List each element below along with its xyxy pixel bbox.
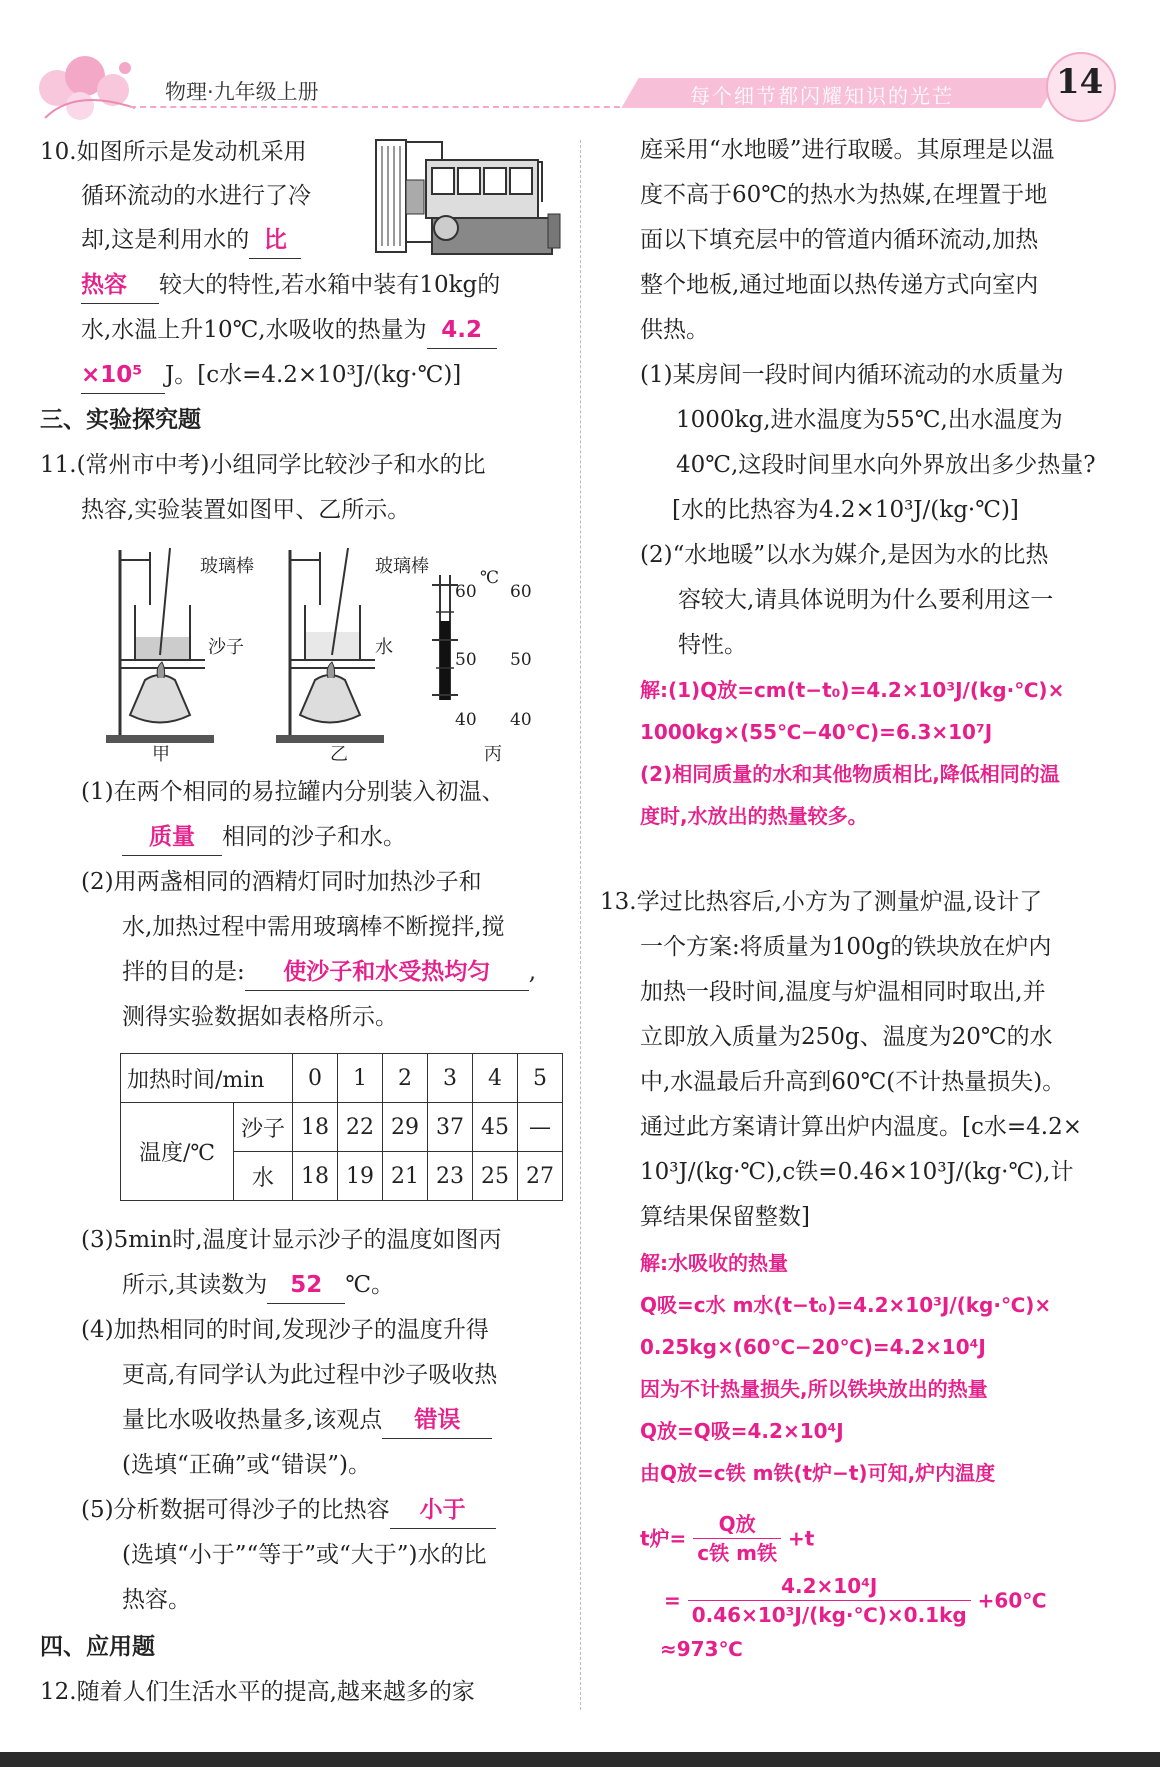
q10-line-4 bbox=[81, 263, 500, 308]
formula-fraction-2 bbox=[688, 1572, 971, 1629]
q11-p2-answer: 使沙子和水受热均匀 bbox=[245, 954, 529, 991]
table-header-time: 加热时间/min bbox=[121, 1054, 293, 1103]
table-row-time bbox=[121, 1054, 563, 1103]
formula-numerator-1: Q放 bbox=[693, 1510, 781, 1539]
table-cell: 45 bbox=[473, 1103, 518, 1152]
q12-line-11: (2)“水地暖”以水为媒介,是因为水的比热 bbox=[640, 542, 1049, 568]
q13-line-8: 算结果保留整数] bbox=[640, 1204, 810, 1230]
q11-p3-answer: 52 bbox=[267, 1267, 345, 1304]
q13-solution-5: Q放=Q吸=4.2×10⁴J bbox=[640, 1419, 844, 1443]
q13-line-1: 13.学过比热容后,小方为了测量炉温,设计了 bbox=[600, 889, 1043, 915]
q12-line-13: 特性。 bbox=[678, 632, 747, 658]
table-cell: 19 bbox=[338, 1152, 383, 1201]
thermo-tick-40-left: 40 bbox=[455, 710, 477, 730]
q10-text-4: 较大的特性,若水箱中装有10kg的 bbox=[159, 272, 501, 298]
formula-tail-1: +t bbox=[787, 1526, 815, 1551]
q11-p2-line-1: (2)用两盏相同的酒精灯同时加热沙子和 bbox=[81, 869, 482, 895]
q11-p4-line-2: 更高,有同学认为此过程中沙子吸收热 bbox=[122, 1362, 498, 1388]
table-cell: 2 bbox=[383, 1054, 428, 1103]
table-cell: 1 bbox=[338, 1054, 383, 1103]
q11-p2-text-3: 拌的目的是: bbox=[122, 959, 245, 985]
fig-caption-jia: 甲 bbox=[152, 744, 170, 765]
q11-p3-line-1: (3)5min时,温度计显示沙子的温度如图丙 bbox=[81, 1227, 502, 1253]
table-cell: 25 bbox=[473, 1152, 518, 1201]
table-cell: 18 bbox=[293, 1103, 338, 1152]
header bbox=[0, 40, 1160, 130]
q13-result: ≈973℃ bbox=[660, 1637, 743, 1661]
q12-line-7: (1)某房间一段时间内循环流动的水质量为 bbox=[640, 362, 1064, 388]
q12-solution-1: 解:(1)Q放=cm(t−t₀)=4.2×10³J/(kg·℃)× bbox=[640, 678, 1065, 702]
header-dash-line bbox=[130, 106, 630, 108]
q11-p4-answer: 错误 bbox=[382, 1402, 492, 1439]
q11-p4-line-4: (选填“正确”或“错误”)。 bbox=[122, 1452, 371, 1478]
q12-line-6: 供热。 bbox=[640, 317, 709, 343]
q11-p1-line-1: (1)在两个相同的易拉罐内分别装入初温、 bbox=[81, 779, 505, 805]
q11-stem-2: 热容,实验装置如图甲、乙所示。 bbox=[81, 497, 411, 523]
q13-line-5: 中,水温最后升高到60℃(不计热量损失)。 bbox=[640, 1069, 1066, 1095]
q11-p3-unit: ℃。 bbox=[345, 1272, 395, 1298]
bottom-band bbox=[0, 1752, 1160, 1767]
table-cell: 5 bbox=[518, 1054, 563, 1103]
fig-label-celsius: ℃ bbox=[480, 568, 500, 588]
q13-formula-2 bbox=[664, 1572, 1046, 1629]
q13-line-6: 通过此方案请计算出炉内温度。[c水=4.2× bbox=[640, 1114, 1082, 1140]
q10-answer-2a: 4.2 bbox=[427, 312, 497, 349]
fig-label-rod-1: 玻璃棒 bbox=[200, 556, 254, 577]
formula-equals: = bbox=[664, 1588, 681, 1613]
table-cell: 4 bbox=[473, 1054, 518, 1103]
q11-p5-text: (5)分析数据可得沙子的比热容 bbox=[81, 1497, 390, 1523]
fig-label-sand: 沙子 bbox=[208, 637, 244, 658]
q11-p3-line-2 bbox=[122, 1263, 394, 1308]
q10-line-3 bbox=[81, 218, 301, 263]
q10-answer-1b: 热容 bbox=[81, 267, 159, 304]
table-cell: 18 bbox=[293, 1152, 338, 1201]
q13-line-2: 一个方案:将质量为100g的铁块放在炉内 bbox=[640, 934, 1052, 960]
q13-line-4: 立即放入质量为250g、温度为20℃的水 bbox=[640, 1024, 1053, 1050]
q10-text-5: 水,水温上升10℃,水吸收的热量为 bbox=[81, 317, 427, 343]
table-cell: 22 bbox=[338, 1103, 383, 1152]
column-divider bbox=[580, 140, 581, 1710]
q10-text-3: 却,这是利用水的 bbox=[81, 227, 250, 253]
q12-line-8: 1000kg,进水温度为55℃,出水温度为 bbox=[676, 407, 1063, 433]
q11-p3-text: 所示,其读数为 bbox=[122, 1272, 268, 1298]
apparatus-jia bbox=[106, 548, 214, 743]
q11-p4-line-1: (4)加热相同的时间,发现沙子的温度升得 bbox=[81, 1317, 489, 1343]
data-table bbox=[120, 1053, 563, 1201]
q10-line-5 bbox=[81, 308, 497, 353]
q11-p1-text: 相同的沙子和水。 bbox=[222, 824, 406, 850]
q13-solution-4: 因为不计热量损失,所以铁块放出的热量 bbox=[640, 1377, 988, 1401]
formula-numerator-2: 4.2×10⁴J bbox=[688, 1572, 971, 1601]
q10-line-2: 循环流动的水进行了冷 bbox=[81, 183, 311, 209]
q11-p2-line-3 bbox=[122, 950, 536, 995]
table-cell: 0 bbox=[293, 1054, 338, 1103]
q11-p2-line-4: 测得实验数据如表格所示。 bbox=[122, 1004, 398, 1030]
formula-tail-2: +60℃ bbox=[977, 1588, 1047, 1613]
q11-p4-line-3 bbox=[122, 1398, 492, 1443]
table-cell: 3 bbox=[428, 1054, 473, 1103]
q11-p5-line-1 bbox=[81, 1488, 496, 1533]
q11-p2-line-2: 水,加热过程中需用玻璃棒不断搅拌,搅 bbox=[122, 914, 505, 940]
q12-solution-3: (2)相同质量的水和其他物质相比,降低相同的温 bbox=[640, 762, 1060, 786]
table-cell: — bbox=[518, 1103, 563, 1152]
q12-line-2: 庭采用“水地暖”进行取暖。其原理是以温 bbox=[640, 137, 1055, 163]
table-cell: 29 bbox=[383, 1103, 428, 1152]
formula-denominator-2: 0.46×10³J/(kg·℃)×0.1kg bbox=[691, 1603, 967, 1627]
slogan: 每个细节都闪耀知识的光芒 bbox=[690, 84, 954, 108]
q12-line-5: 整个地板,通过地面以热传递方式向室内 bbox=[640, 272, 1039, 298]
thermo-tick-40-right: 40 bbox=[510, 710, 532, 730]
table-cell: 21 bbox=[383, 1152, 428, 1201]
page-number: 14 bbox=[1056, 62, 1104, 102]
q10-text-6: J。[c水=4.2×10³J/(kg·℃)] bbox=[165, 362, 462, 388]
thermo-tick-60-right: 60 bbox=[510, 582, 532, 602]
q10-answer-2b: ×10⁵ bbox=[81, 357, 165, 394]
q11-stem-1: 11.(常州市中考)小组同学比较沙子和水的比 bbox=[40, 452, 486, 478]
thermo-tick-60-left: 60 bbox=[455, 582, 477, 602]
q12-line-4: 面以下填充层中的管道内循环流动,加热 bbox=[640, 227, 1039, 253]
q10-line-6 bbox=[81, 353, 461, 398]
q13-line-7: 10³J/(kg·℃),c铁=0.46×10³J/(kg·℃),计 bbox=[640, 1159, 1074, 1185]
q13-formula-1 bbox=[640, 1510, 814, 1567]
q12-line-9: 40℃,这段时间里水向外界放出多少热量? bbox=[676, 452, 1096, 478]
thermo-tick-50-left: 50 bbox=[455, 650, 477, 670]
apparatus-yi bbox=[276, 548, 384, 743]
formula-lhs: t炉= bbox=[640, 1526, 687, 1551]
q10-answer-1a: 比 bbox=[249, 222, 301, 259]
floral-ornament bbox=[35, 48, 145, 126]
fig-caption-bing: 丙 bbox=[484, 744, 502, 765]
fig-label-rod-2: 玻璃棒 bbox=[375, 556, 429, 577]
section-3-heading: 三、实验探究题 bbox=[40, 407, 201, 433]
engine-figure bbox=[362, 132, 562, 262]
q13-solution-2: Q吸=c水 m水(t−t₀)=4.2×10³J/(kg·℃)× bbox=[640, 1293, 1052, 1317]
fig-label-water: 水 bbox=[375, 637, 393, 658]
q12-solution-2: 1000kg×(55℃−40℃)=6.3×10⁷J bbox=[640, 720, 993, 744]
q13-solution-6: 由Q放=c铁 m铁(t炉−t)可知,炉内温度 bbox=[640, 1461, 996, 1485]
q12-line-12: 容较大,请具体说明为什么要利用这一 bbox=[678, 587, 1054, 613]
q11-p5-answer: 小于 bbox=[390, 1492, 496, 1529]
section-4-heading: 四、应用题 bbox=[40, 1634, 155, 1660]
q11-p5-line-3: 热容。 bbox=[122, 1587, 191, 1613]
q12-solution-4: 度时,水放出的热量较多。 bbox=[640, 804, 868, 828]
q13-solution-1: 解:水吸收的热量 bbox=[640, 1251, 788, 1275]
q12-line-3: 度不高于60℃的热水为热媒,在埋置于地 bbox=[640, 182, 1048, 208]
q11-p5-line-2: (选填“小于”“等于”或“大于”)水的比 bbox=[122, 1542, 487, 1568]
q12-line-10: [水的比热容为4.2×10³J/(kg·℃)] bbox=[672, 497, 1019, 523]
table-label-sand: 沙子 bbox=[234, 1103, 293, 1152]
table-header-temp: 温度/℃ bbox=[121, 1103, 234, 1201]
formula-denominator-1: c铁 m铁 bbox=[697, 1541, 777, 1565]
table-cell: 27 bbox=[518, 1152, 563, 1201]
q11-p1-line-2 bbox=[122, 815, 406, 860]
q13-line-3: 加热一段时间,温度与炉温相同时取出,并 bbox=[640, 979, 1046, 1005]
q13-solution-3: 0.25kg×(60℃−20℃)=4.2×10⁴J bbox=[640, 1335, 986, 1359]
thermo-tick-50-right: 50 bbox=[510, 650, 532, 670]
q12-line-1: 12.随着人们生活水平的提高,越来越多的家 bbox=[40, 1679, 475, 1705]
q11-p2-comma: , bbox=[528, 959, 537, 985]
q11-p1-answer: 质量 bbox=[122, 819, 222, 856]
formula-fraction-1 bbox=[693, 1510, 781, 1567]
table-label-water: 水 bbox=[234, 1152, 293, 1201]
table-cell: 23 bbox=[428, 1152, 473, 1201]
q10-line-1: 10.如图所示是发动机采用 bbox=[40, 139, 307, 165]
table-cell: 37 bbox=[428, 1103, 473, 1152]
fig-caption-yi: 乙 bbox=[330, 744, 348, 765]
table-row-sand bbox=[121, 1103, 563, 1152]
q11-p4-text: 量比水吸收热量多,该观点 bbox=[122, 1407, 383, 1433]
subject-title: 物理·九年级上册 bbox=[165, 80, 319, 104]
